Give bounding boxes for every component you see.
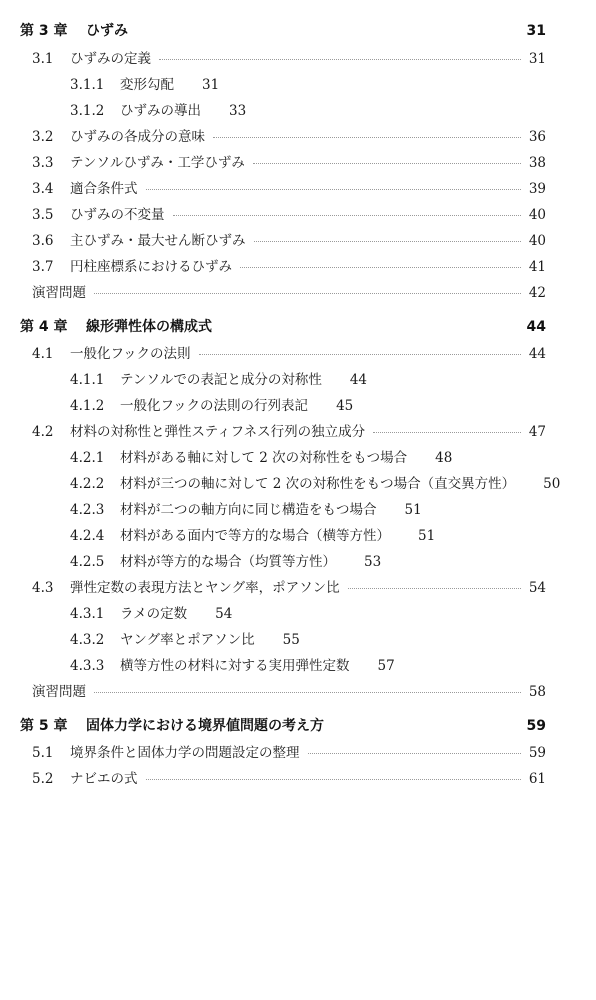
toc-page-number: 33	[229, 103, 247, 119]
toc-title: 材料が二つの軸方向に同じ構造をもつ場合	[120, 502, 377, 518]
toc-title: 材料の対称性と弾性スティフネス行列の独立成分	[70, 424, 366, 440]
dot-leader	[213, 137, 521, 138]
toc-page-number: 48	[435, 450, 453, 466]
toc-page-number: 44	[526, 319, 546, 335]
toc-number: 4.2.3	[70, 502, 105, 518]
dot-leader	[159, 59, 521, 60]
toc-page-number: 44	[349, 372, 368, 388]
toc-entry-sub[interactable]	[70, 368, 367, 388]
dot-leader	[253, 163, 521, 164]
toc-number: 4.3	[32, 580, 54, 596]
toc-page-number: 50	[543, 476, 561, 492]
toc-entry-chap[interactable]	[20, 20, 546, 40]
toc-entry-sub[interactable]	[70, 73, 219, 93]
toc-title: 横等方性の材料に対する実用弾性定数	[120, 658, 350, 674]
toc-entry-sec[interactable]	[32, 576, 546, 596]
toc-entry-exer[interactable]	[32, 680, 546, 700]
toc-entry-sec[interactable]	[32, 229, 546, 249]
dot-leader	[308, 753, 521, 754]
toc-number: 3.1.1	[70, 77, 105, 93]
toc-title: 固体力学における境界値問題の考え方	[86, 718, 324, 734]
toc-number: 3.1	[32, 51, 54, 67]
toc-number: 4.1.2	[70, 398, 105, 414]
toc-number: 3.7	[32, 259, 54, 275]
toc-title: 材料がある面内で等方的な場合（横等方性）	[120, 528, 390, 544]
toc-title: 主ひずみ・最大せん断ひずみ	[70, 233, 246, 249]
dot-leader	[240, 267, 521, 268]
toc-number: 第 3 章	[20, 23, 68, 39]
toc-number: 第 4 章	[20, 319, 68, 335]
toc-page-number: 51	[418, 528, 436, 544]
toc-entry-chap[interactable]	[20, 316, 546, 336]
toc-number: 4.1	[32, 346, 54, 362]
dot-leader	[199, 354, 521, 355]
toc-title: 変形勾配	[120, 77, 174, 93]
toc-page-number: 40	[528, 233, 546, 249]
toc-number: 3.6	[32, 233, 54, 249]
toc-entry-sub[interactable]	[70, 99, 246, 119]
toc-number: 4.2.1	[70, 450, 105, 466]
toc-page-number: 40	[528, 207, 546, 223]
toc-number: 4.2.2	[70, 476, 105, 492]
toc-entry-sec[interactable]	[32, 767, 546, 787]
toc-number: 3.3	[32, 155, 54, 171]
toc-page-number: 38	[528, 155, 546, 171]
toc-entry-sec[interactable]	[32, 177, 546, 197]
toc-number: 4.2	[32, 424, 54, 440]
dot-leader	[254, 241, 521, 242]
toc-entry-sec[interactable]	[32, 342, 546, 362]
toc-page-number: 54	[215, 606, 233, 622]
toc-entry-exer[interactable]	[32, 281, 546, 301]
toc-entry-sub[interactable]	[70, 446, 452, 466]
toc-page-number: 31	[526, 23, 546, 39]
toc-title: 材料が三つの軸に対して 2 次の対称性をもつ場合（直交異方性）	[120, 476, 516, 492]
toc-entry-sec[interactable]	[32, 741, 546, 761]
dot-leader	[146, 779, 521, 780]
toc-title: ひずみの定義	[70, 51, 151, 67]
toc-entry-sub[interactable]	[70, 628, 300, 648]
toc-title: 演習問題	[32, 285, 86, 301]
toc-entry-sub[interactable]	[70, 472, 560, 492]
dot-leader	[146, 189, 521, 190]
toc-page-number: 54	[528, 580, 546, 596]
toc-number: 5.1	[32, 745, 54, 761]
toc-title: ひずみ	[86, 23, 128, 39]
dot-leader	[348, 588, 521, 589]
toc-entry-chap[interactable]	[20, 715, 546, 735]
toc-page-number: 47	[528, 424, 546, 440]
toc-title: ひずみの各成分の意味	[70, 129, 205, 145]
toc-page-number: 59	[528, 745, 546, 761]
toc-page-number: 44	[528, 346, 546, 362]
toc-number: 3.4	[32, 181, 54, 197]
toc-entry-sec[interactable]	[32, 255, 546, 275]
toc-title: 線形弾性体の構成式	[86, 319, 212, 335]
toc-entry-sec[interactable]	[32, 203, 546, 223]
toc-number: 4.3.2	[70, 632, 105, 648]
toc-entry-sub[interactable]	[70, 394, 353, 414]
toc-number: 3.1.2	[70, 103, 105, 119]
toc-page-number: 51	[404, 502, 422, 518]
toc-page-number: 61	[528, 771, 546, 787]
toc-entry-sub[interactable]	[70, 654, 395, 674]
toc-page-number: 57	[377, 658, 395, 674]
toc-number: 4.3.1	[70, 606, 105, 622]
toc-number: 第 5 章	[20, 718, 68, 734]
toc-title: ラメの定数	[120, 606, 188, 622]
toc-entry-sec[interactable]	[32, 125, 546, 145]
toc-title: ヤング率とポアソン比	[120, 632, 255, 648]
toc-number: 5.2	[32, 771, 54, 787]
toc-page-number: 42	[528, 285, 546, 301]
toc-title: 円柱座標系におけるひずみ	[70, 259, 232, 275]
toc-number: 3.5	[32, 207, 54, 223]
toc-number: 4.3.3	[70, 658, 105, 674]
toc-page-number: 59	[526, 718, 546, 734]
toc-title: 材料がある軸に対して 2 次の対称性をもつ場合	[120, 450, 408, 466]
toc-title: 演習問題	[32, 684, 86, 700]
toc-title: 適合条件式	[70, 181, 138, 197]
dot-leader	[173, 215, 521, 216]
toc-page-number: 53	[364, 554, 382, 570]
dot-leader	[94, 293, 521, 294]
toc-title: 境界条件と固体力学の問題設定の整理	[70, 745, 300, 761]
toc-entry-sub[interactable]	[70, 602, 232, 622]
toc-number: 3.2	[32, 129, 54, 145]
toc-title: ひずみの不変量	[70, 207, 165, 223]
toc-entry-sub[interactable]	[70, 524, 435, 544]
dot-leader	[94, 692, 521, 693]
toc-page-number: 58	[528, 684, 546, 700]
toc-page-number: 31	[528, 51, 546, 67]
toc-page-number: 55	[282, 632, 300, 648]
toc-title: 弾性定数の表現方法とヤング率，ポアソン比	[70, 580, 340, 596]
toc-page-number: 41	[528, 259, 546, 275]
toc-title: ひずみの導出	[120, 103, 201, 119]
dot-leader	[373, 432, 521, 433]
toc-number: 4.1.1	[70, 372, 105, 388]
toc-entry-sub[interactable]	[70, 498, 422, 518]
toc-title: テンソルひずみ・工学ひずみ	[70, 155, 245, 171]
toc-entry-sec[interactable]	[32, 420, 546, 440]
toc-page-number: 39	[528, 181, 546, 197]
toc-page-number: 36	[528, 129, 546, 145]
toc-page-number: 31	[202, 77, 220, 93]
toc-entry-sec[interactable]	[32, 47, 546, 67]
toc-number: 4.2.4	[70, 528, 105, 544]
toc-title: ナビエの式	[70, 771, 138, 787]
toc-entry-sub[interactable]	[70, 550, 381, 570]
toc-number: 4.2.5	[70, 554, 105, 570]
toc-page-number: 45	[336, 398, 354, 414]
toc-title: テンソルでの表記と成分の対称性	[120, 372, 322, 388]
toc-title: 一般化フックの法則	[70, 346, 191, 362]
toc-title: 材料が等方的な場合（均質等方性）	[120, 554, 336, 570]
toc-entry-sec[interactable]	[32, 151, 546, 171]
toc-title: 一般化フックの法則の行列表記	[120, 398, 309, 414]
